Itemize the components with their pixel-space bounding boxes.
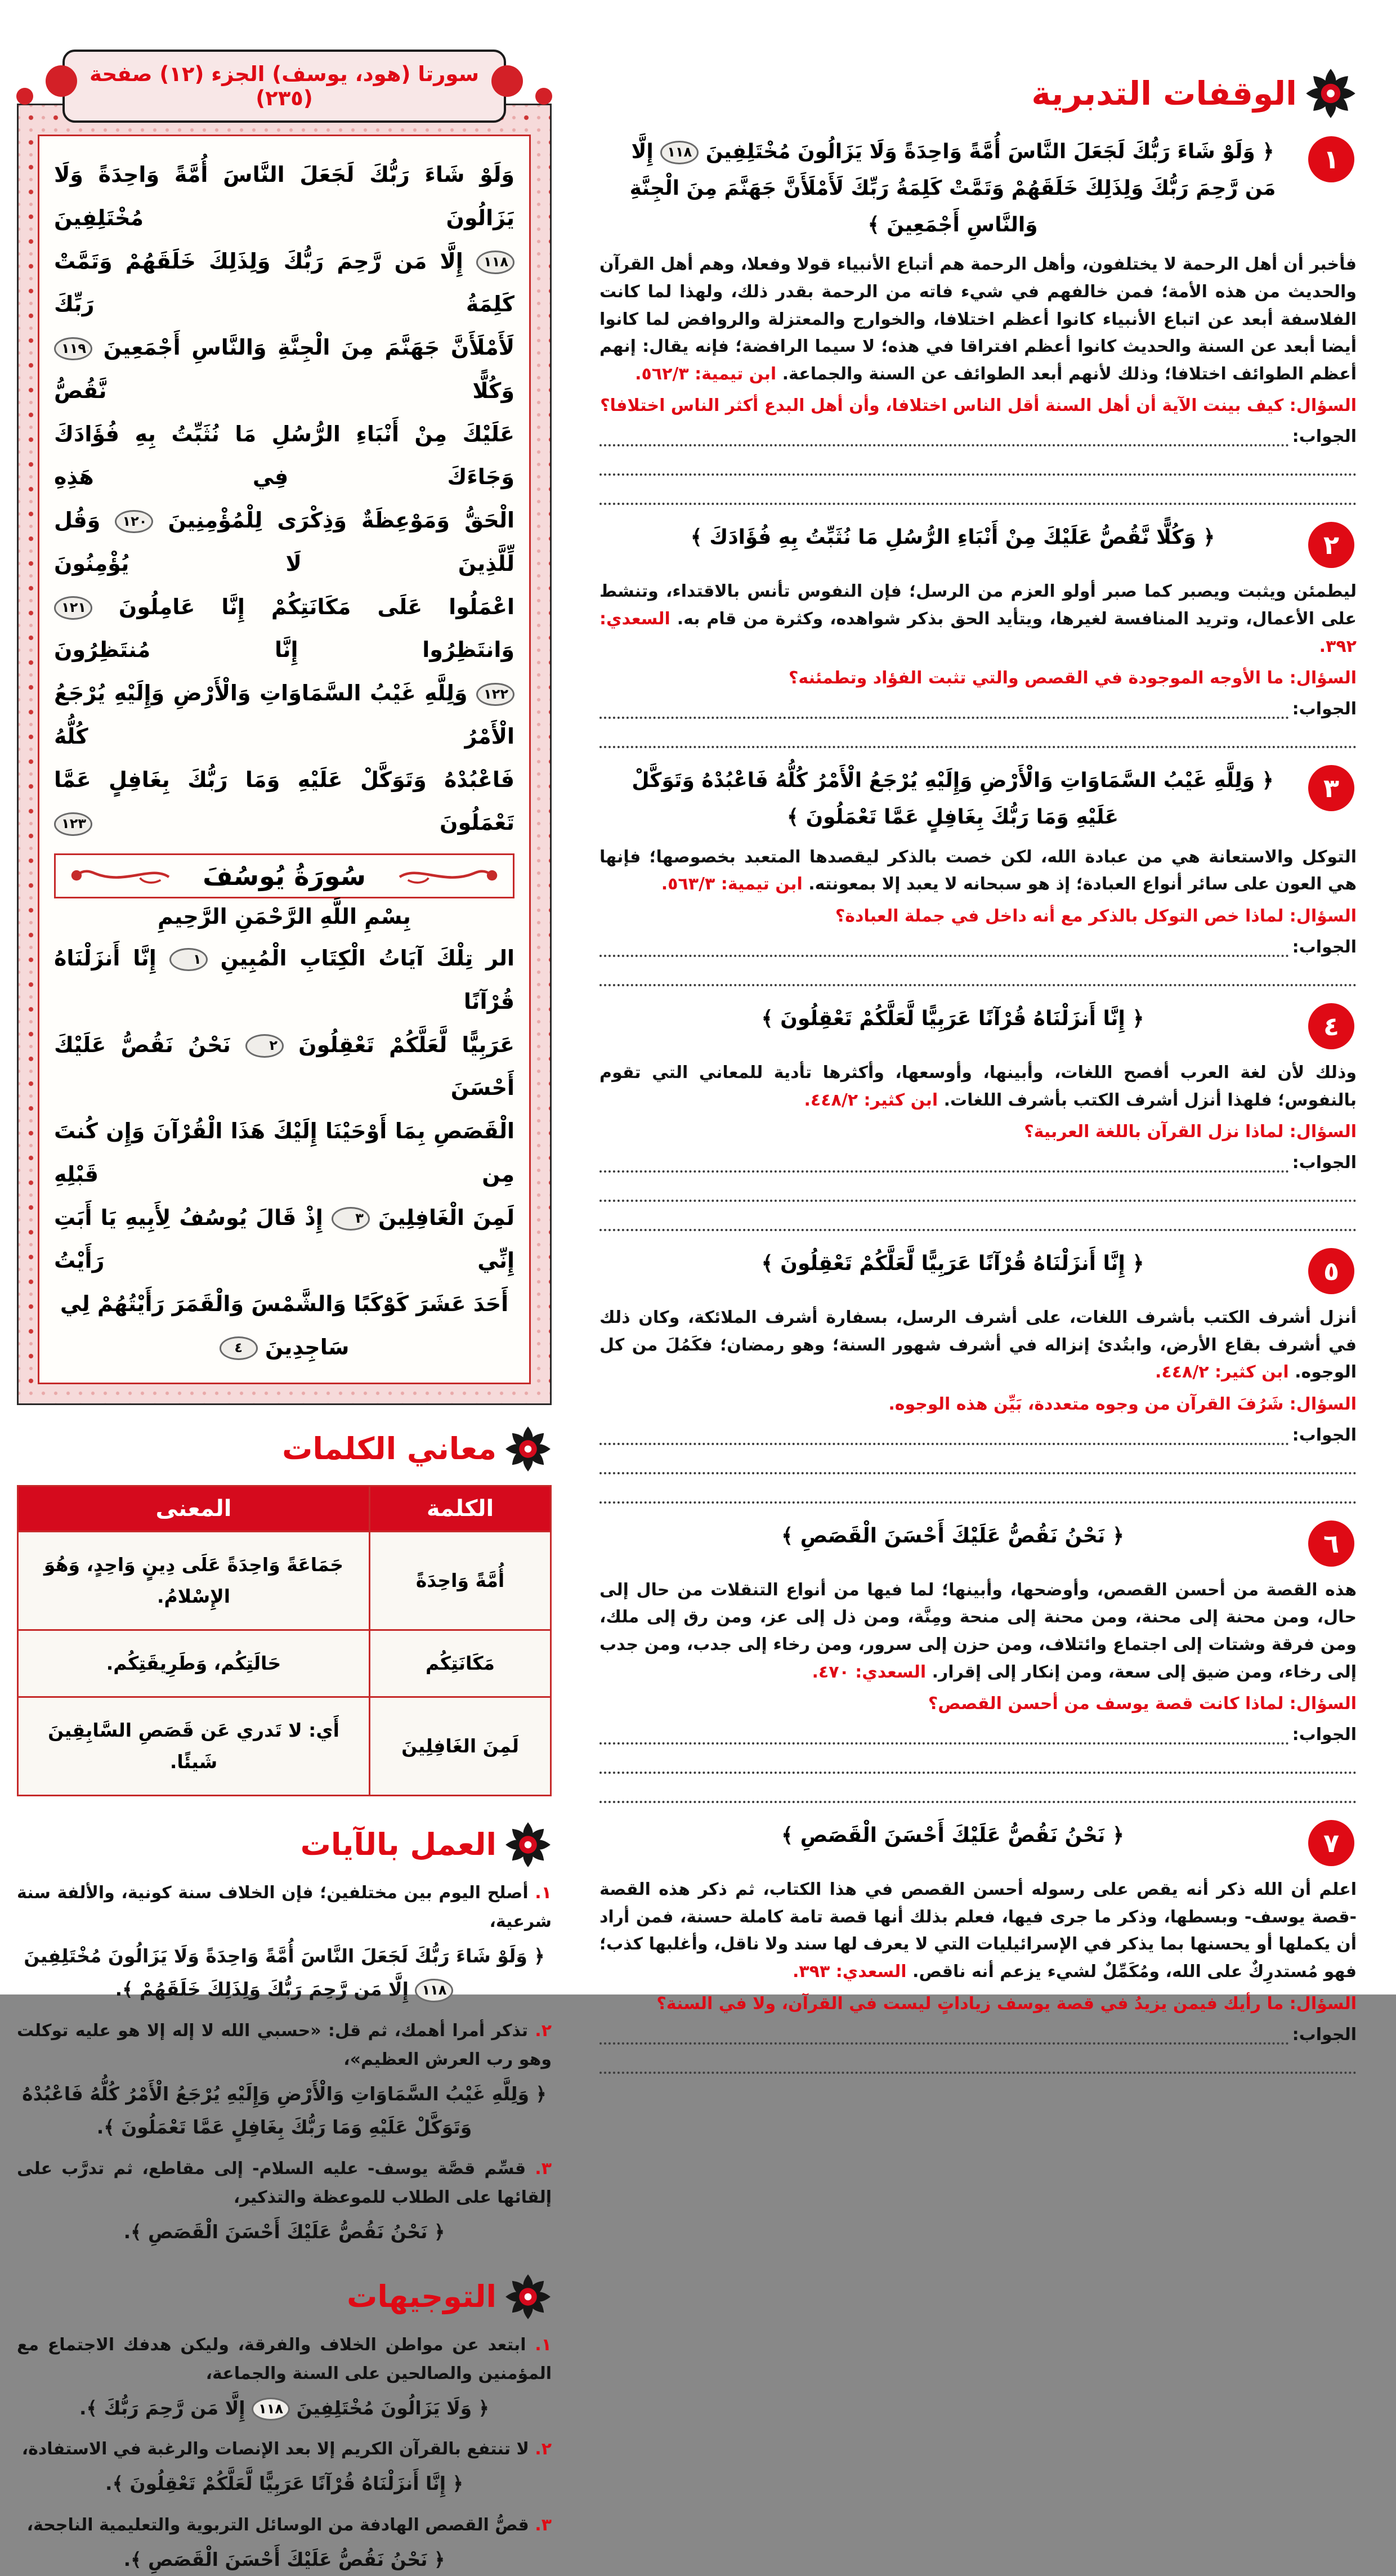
answer-label: الجواب: [1292, 699, 1357, 719]
answer-label: الجواب: [1292, 1153, 1357, 1173]
list-text: قصُّ القصص الهادفة من الوسائل التربوية والتعليمية الناجحة، [26, 2515, 529, 2535]
list-number: ١. [535, 2334, 552, 2355]
quran-verse: ﴿ وَلِلَّهِ غَيْبُ السَّمَاوَاتِ وَالْأَرْضِ وَإِلَيْهِ يُرْجَعُ الْأَمْرُ كُلُّهُ فَاعْبُدْهُ وَتَوَكَّلْ عَلَيْهِ وَمَا رَبُّكَ بِغَافِلٍ عَمَّا تَعْمَلُونَ ﴾. [22, 2082, 547, 2139]
verse-row [599, 520, 1357, 570]
answer-blank-line [599, 476, 1357, 505]
quran-line: اعْمَلُوا عَلَى مَكَانَتِكُمْ إِنَّا عَامِلُونَ ١٢١ وَانتَظِرُوا إِنَّا مُنتَظِرُونَ [54, 594, 514, 663]
answer-row [599, 2023, 1357, 2045]
ayah-number-badge: ١ [169, 948, 208, 972]
list-number: ٢. [535, 2020, 552, 2041]
verse-row [599, 763, 1357, 836]
item-number-badge: ٦ [1308, 1520, 1354, 1567]
answer-blank-line [599, 2045, 1357, 2074]
quran-verse: ﴿ نَحْنُ نَقُصُّ عَلَيْكَ أَحْسَنَ الْقَصَصِ ﴾. [123, 2548, 445, 2570]
mushaf-frame [17, 104, 552, 1405]
item-number-badge: ٥ [1308, 1248, 1354, 1294]
quran-line: وَلَوْ شَاءَ رَبُّكَ لَجَعَلَ النَّاسَ أُمَّةً وَاحِدَةً وَلَا يَزَالُونَ مُخْتَلِفِينَ [54, 162, 514, 230]
commentary [599, 844, 1357, 898]
commentary-text: فأخبر أن أهل الرحمة لا يختلفون، وأهل الرحمة هم أتباع الأنبياء قولا وفعلا، وهم أهل القرآن والحديث من هذه الأمة؛ فمن خالفهم في شيء فاته من الرحمة بقدر ذلك، ولهذا لما كانت الفلاسفة أبعد عن اتباع الأنبياء كانوا أعظم اختلافا، والخوارج والمعتزلة والروافض لما كانوا أيضا أبعد عن السنة والحديث كانوا أعظم افتراقا في هذه؛ لا سيما الرافضة؛ فإنه يقال: إنهم أعظم الطوائف اختلافا؛ وذلك لأنهم أبعد الطوائف عن السنة والجماعة. [599, 254, 1357, 384]
answer-row [599, 425, 1357, 446]
table-row [18, 1531, 551, 1630]
rosette-icon [1305, 68, 1357, 119]
answer-blank-line [599, 1745, 1357, 1774]
quran-line: لَمِنَ الْغَافِلِينَ ٣ إِذْ قَالَ يُوسُفُ لِأَبِيهِ يَا أَبَتِ إِنِّي رَأَيْتُ [54, 1205, 514, 1273]
banner-ornament-ball [46, 65, 77, 97]
answer-blank-line [599, 719, 1357, 748]
commentary [599, 251, 1357, 388]
word-meanings-section [17, 1425, 552, 1796]
source-citation: ابن تيمية: ٥٦٢/٣. [635, 364, 777, 384]
tadabbur-item-6 [599, 1518, 1357, 1803]
guidance-header [17, 2273, 552, 2320]
flourish-ornament-icon [396, 864, 503, 888]
question: السؤال: ما رأيك فيمن يزيدُ في قصة يوسف زياداتٍ ليست في القرآن، ولا في السنة؟ [656, 1993, 1357, 2014]
quran-line: الْحَقُّ وَمَوْعِظَةٌ وَذِكْرَى لِلْمُؤْمِنِينَ ١٢٠ وَقُل لِّلَّذِينَ لَا يُؤْمِنُونَ [54, 508, 514, 576]
answer-row [599, 936, 1357, 957]
section-title: معاني الكلمات [282, 1431, 496, 1466]
list-number: ٣. [535, 2515, 552, 2535]
answer-blank-line [599, 1202, 1357, 1231]
quran-verse: ﴿ نَحْنُ نَقُصُّ عَلَيْكَ أَحْسَنَ الْقَصَصِ ﴾ [781, 1524, 1124, 1548]
verse-row [599, 1518, 1357, 1569]
ayah-number-badge: ١٢٠ [115, 510, 153, 534]
list-text: تذكر أمرا أهمك، ثم قل: «حسبي الله لا إله إلا هو عليه توكلت وهو رب العرش العظيم»، [17, 2020, 552, 2069]
quran-verse: ﴿ وَلَوْ شَاءَ رَبُّكَ لَجَعَلَ النَّاسَ أُمَّةً وَاحِدَةً وَلَا يَزَالُونَ مُخْتَلِفِينَ ١١٨ إِلَّا مَن رَّحِمَ رَبُّكَ وَلِذَلِكَ خَلَقَهُمْ ﴾. [17, 1939, 552, 2006]
commentary-text: وذلك لأن لغة العرب أفصح اللغات، وأبينها، وأوسعها، وأكثرها تأدية للمعاني التي تقوم بالنفوس؛ فلهذا أنزل أشرف الكتب بأشرف اللغات. [599, 1062, 1357, 1110]
mushaf-banner [62, 50, 506, 123]
verse-row [599, 1818, 1357, 1868]
banner-ornament-ball [491, 65, 523, 97]
source-citation: ابن تيمية: ٥٦٣/٣. [661, 874, 803, 895]
item-number-badge: ١ [1308, 136, 1354, 182]
question: السؤال: كيف بينت الآية أن أهل السنة أقل الناس اختلافا، وأن أهل البدع أكثر الناس اختلافا؟ [600, 396, 1357, 416]
flourish-ornament-icon [66, 864, 173, 888]
ayah-number-badge: ٣ [332, 1207, 370, 1231]
action-header [17, 1821, 552, 1868]
word-cell: أُمَّةً وَاحِدَةً [370, 1531, 551, 1630]
tadabbur-section [599, 68, 1357, 2074]
list-text: قسِّم قصَّة يوسف- عليه السلام- إلى مقاطع، ثم تدرَّب على إلقائها على الطلاب للموعظة والتذكير، [17, 2158, 552, 2207]
ayah-number-badge: ١١٨ [415, 1979, 453, 2002]
answer-label: الجواب: [1292, 2024, 1357, 2045]
mushaf-banner-text: سورتا (هود، يوسف) الجزء (١٢) صفحة (٢٣٥) [90, 62, 479, 110]
action-section [17, 1821, 552, 2248]
ayah-number-badge: ٤ [220, 1336, 258, 1360]
ayah-number-badge: ١٢٢ [476, 683, 514, 706]
quran-line: فَاعْبُدْهُ وَتَوَكَّلْ عَلَيْهِ وَمَا رَبُّكَ بِغَافِلٍ عَمَّا تَعْمَلُونَ ١٢٣ [54, 767, 514, 835]
tadabbur-item-7 [599, 1818, 1357, 2073]
item-number-badge: ٢ [1308, 522, 1354, 568]
answer-blank-line [599, 1424, 1289, 1445]
surah-header [54, 853, 514, 898]
column-header-meaning: المعنى [18, 1486, 370, 1531]
answer-blank-line [599, 1445, 1357, 1474]
commentary [599, 578, 1357, 660]
verse-row [599, 1246, 1357, 1296]
list-number: ٣. [535, 2158, 552, 2179]
rosette-icon [504, 2273, 552, 2320]
column-header-word: الكلمة [370, 1486, 551, 1531]
commentary-text: ليطمئن ويثبت ويصبر كما صبر أولو العزم من الرسل؛ فإن النفوس تأنس بالاقتداء، وتنشط على الأعمال، وتريد المنافسة لغيرها، ويتأيد الحق بذكر شواهده، وكثرة من قام به. [599, 582, 1357, 629]
verse-row [599, 134, 1357, 243]
word-meanings-table [17, 1485, 552, 1796]
rosette-icon [504, 1425, 552, 1473]
question: السؤال: لماذا خص التوكل بالذكر مع أنه داخل في جملة العبادة؟ [835, 906, 1357, 926]
source-citation: ابن كثير: ٤٤٨/٢. [1155, 1362, 1289, 1383]
tadabbur-item-1 [599, 134, 1357, 505]
ayah-number-badge: ١١٨ [252, 2398, 290, 2421]
list-text: لا تنتفع بالقرآن الكريم إلا بعد الإنصات والرغبة في الاستفادة، [21, 2439, 529, 2459]
answer-blank-line [599, 446, 1357, 476]
surah-name: سُورَةُ يُوسُفَ [203, 861, 366, 891]
tadabbur-item-3 [599, 763, 1357, 986]
answer-blank-line [599, 425, 1289, 446]
source-citation: السعدي: ٤٧٠. [812, 1662, 927, 1682]
quran-line: الْقَصَصِ بِمَا أَوْحَيْنَا إِلَيْكَ هَذَا الْقُرْآنَ وَإِن كُنتَ مِن قَبْلِهِ [54, 1119, 514, 1187]
commentary-text: هذه القصة من أحسن القصص، وأوضحها، وأبينها؛ لما فيها من أنواع التنقلات من حال إلى حال، ومن محنة إلى محنة، ومن محنة إلى منحة ومِنَّة، ومن ذل إلى عز، ومن رق إلى ملك، ومن فرقة وشتات إلى اجتماع وائتلاف، ومن حزن إلى سرور، ومن رخاء إلى جدب، ومن جدب إلى رخاء، ومن ضيق إلى سعة، ومن إنكار إلى إقرار. [599, 1580, 1357, 1682]
quran-verse: ﴿ إِنَّا أَنزَلْنَاهُ قُرْآنًا عَرَبِيًّا لَّعَلَّكُمْ تَعْقِلُونَ ﴾ [761, 1252, 1144, 1276]
question: السؤال: شَرُفَ القرآن من وجوه متعددة، بَيِّن هذه الوجوه. [888, 1394, 1357, 1414]
verse-row [599, 1001, 1357, 1052]
left-column [17, 50, 552, 2576]
section-title: العمل بالآيات [300, 1827, 496, 1863]
guidance-item-1 [17, 2331, 552, 2425]
quran-verse: ﴿ إِنَّا أَنزَلْنَاهُ قُرْآنًا عَرَبِيًّا لَّعَلَّكُمْ تَعْقِلُونَ ﴾. [105, 2472, 463, 2495]
commentary [599, 1876, 1357, 1985]
answer-blank-line [599, 957, 1357, 986]
section-title: الوقفات التدبرية [1031, 74, 1297, 113]
quran-line: عَرَبِيًّا لَّعَلَّكُمْ تَعْقِلُونَ ٢ نَحْنُ نَقُصُّ عَلَيْكَ أَحْسَنَ [54, 1032, 514, 1101]
list-number: ١. [535, 1882, 552, 1903]
question: السؤال: لماذا كانت قصة يوسف من أحسن القصص؟ [928, 1694, 1357, 1714]
answer-label: الجواب: [1292, 1425, 1357, 1445]
banner-ornament-ball [16, 88, 33, 105]
answer-blank-line [599, 2023, 1289, 2045]
ayah-number-badge: ٢ [245, 1034, 284, 1058]
ayah-number-badge: ١١٨ [476, 251, 514, 274]
rosette-icon [504, 1821, 552, 1868]
tadabbur-item-4 [599, 1001, 1357, 1231]
action-item-3 [17, 2154, 552, 2248]
commentary [599, 1059, 1357, 1114]
ayah-number-badge: ١٢٣ [54, 812, 92, 836]
banner-ornament-ball [535, 88, 552, 105]
table-row [18, 1697, 551, 1795]
mushaf-text-area [38, 135, 531, 1384]
quran-verse: ﴿ نَحْنُ نَقُصُّ عَلَيْكَ أَحْسَنَ الْقَصَصِ ﴾. [123, 2220, 445, 2243]
question: السؤال: لماذا نزل القرآن باللغة العربية؟ [1024, 1122, 1357, 1142]
list-text: أصلح اليوم بين مختلفين؛ فإن الخلاف سنة كونية، والألفة سنة شرعية، [17, 1882, 552, 1931]
word-meanings-header [17, 1425, 552, 1473]
question: السؤال: ما الأوجه الموجودة في القصص والتي تثبت الفؤاد وتطمئنه؟ [788, 668, 1357, 688]
word-cell: مَكَانَتِكُم [370, 1630, 551, 1697]
item-number-badge: ٤ [1308, 1003, 1354, 1049]
commentary-text: اعلم أن الله ذكر أنه يقص على رسوله أحسن القصص في هذا الكتاب، ثم ذكر هذه القصة -قصة يوسف- وبسطها، وذكر ما جرى فيها، فعلم بذلك أنها قصة تامة كاملة حسنة، فمن أراد أن يكملها أو يحسنها بما يذكر في الإسرائيليات التي لا يعرف لها سند ولا ناقل، وأغلبها كذب؛ فهو مُستدرِكٌ على الله، ومُكَمِّلٌ لشيء يزعم أنه ناقص. [599, 1880, 1357, 1982]
quran-verse: ﴿ وَلَا يَزَالُونَ مُخْتَلِفِينَ ١١٨ إِلَّا مَن رَّحِمَ رَبُّكَ ﴾. [17, 2391, 552, 2425]
quran-verse: ﴿ وَلَوْ شَاءَ رَبُّكَ لَجَعَلَ النَّاسَ أُمَّةً وَاحِدَةً وَلَا يَزَالُونَ مُخْتَلِفِينَ ١١٨ إِلَّا مَن رَّحِمَ رَبُّكَ وَلِذَلِكَ خَلَقَهُمْ وَتَمَّتْ كَلِمَةُ رَبِّكَ لَأَمْلَأَنَّ جَهَنَّمَ مِنَ الْجِنَّةِ وَالنَّاسِ أَجْمَعِينَ ﴾ [629, 140, 1276, 236]
commentary [599, 1577, 1357, 1686]
section-title: التوجيهات [347, 2279, 496, 2315]
tadabbur-header [599, 68, 1357, 119]
quran-verse: ﴿ إِنَّا أَنزَلْنَاهُ قُرْآنًا عَرَبِيًّا لَّعَلَّكُمْ تَعْقِلُونَ ﴾ [761, 1007, 1144, 1030]
quran-line: عَلَيْكَ مِنْ أَنْبَاءِ الرُّسُلِ مَا نُثَبِّتُ بِهِ فُؤَادَكَ وَجَاءَكَ فِي هَذِهِ [54, 421, 514, 490]
word-cell: لَمِنَ الغَافِلِينَ [370, 1697, 551, 1795]
quran-verse: ﴿ نَحْنُ نَقُصُّ عَلَيْكَ أَحْسَنَ الْقَصَصِ ﴾ [781, 1824, 1124, 1848]
answer-row [599, 1424, 1357, 1445]
quran-verse: ﴿ وَكُلًّا نَّقُصُّ عَلَيْكَ مِنْ أَنْبَاءِ الرُّسُلِ مَا نُثَبِّتُ بِهِ فُؤَادَكَ ﴾ [690, 526, 1215, 549]
basmala: بِسْمِ اللَّهِ الرَّحْمَنِ الرَّحِيمِ [158, 904, 411, 929]
tadabbur-item-5 [599, 1246, 1357, 1504]
quran-verse: ﴿ وَلِلَّهِ غَيْبُ السَّمَاوَاتِ وَالْأَرْضِ وَإِلَيْهِ يُرْجَعُ الْأَمْرُ كُلُّهُ فَاعْبُدْهُ وَتَوَكَّلْ عَلَيْهِ وَمَا رَبُّكَ بِغَافِلٍ عَمَّا تَعْمَلُونَ ﴾ [632, 769, 1274, 829]
meaning-cell: حَالَتِكُم، وَطَرِيقَتِكُم. [18, 1630, 370, 1697]
answer-blank-line [599, 697, 1289, 719]
item-number-badge: ٧ [1308, 1820, 1354, 1866]
ayah-number-badge: ١١٨ [660, 141, 699, 164]
list-number: ٢. [535, 2439, 552, 2459]
tadabbur-item-2 [599, 520, 1357, 748]
quran-line: ١١٨ إِلَّا مَن رَّحِمَ رَبُّكَ وَلِذَلِكَ خَلَقَهُمْ وَتَمَّتْ كَلِمَةُ رَبِّكَ [54, 248, 514, 317]
answer-blank-line [599, 1774, 1357, 1803]
answer-label: الجواب: [1292, 937, 1357, 957]
answer-blank-line [599, 936, 1289, 957]
answer-row [599, 697, 1357, 719]
answer-blank-line [599, 1173, 1357, 1202]
quran-line: ١٢٢ وَلِلَّهِ غَيْبُ السَّمَاوَاتِ وَالْأَرْضِ وَإِلَيْهِ يُرْجَعُ الْأَمْرُ كُلُّهُ [54, 681, 514, 749]
answer-blank-line [599, 1474, 1357, 1504]
list-text: ابتعد عن مواطن الخلاف والفرقة، وليكن هدفك الاجتماع مع المؤمنين والصالحين على السنة والجماعة، [17, 2334, 552, 2383]
mushaf-page [17, 50, 552, 1405]
quran-line: لَأَمْلَأَنَّ جَهَنَّمَ مِنَ الْجِنَّةِ وَالنَّاسِ أَجْمَعِينَ ١١٩ وَكُلًّا نَّقُصُّ [54, 335, 514, 403]
action-item-1 [17, 1879, 552, 2006]
answer-label: الجواب: [1292, 427, 1357, 447]
source-citation: السعدي: ٣٩٢. [599, 609, 1357, 656]
commentary-text: أنزل أشرف الكتب بأشرف اللغات، على أشرف الرسل، بسفارة أشرف الملائكة، وكان ذلك في أشرف بقاع الأرض، وابتُدئ إنزاله في أشرف شهور السنة؛ وهو رمضان؛ فكَمُلَ من كل الوجوه. [599, 1308, 1357, 1383]
ayah-number-badge: ١٢١ [54, 596, 92, 620]
action-item-2 [17, 2016, 552, 2144]
ayah-number-badge: ١١٩ [54, 337, 92, 361]
answer-row [599, 1723, 1357, 1745]
answer-row [599, 1151, 1357, 1173]
meaning-cell: جَمَاعَةً وَاحِدَةً عَلَى دِينٍ وَاحِدٍ، وَهُوَ الإِسْلامُ. [18, 1531, 370, 1630]
answer-blank-line [599, 1723, 1289, 1745]
table-row [18, 1630, 551, 1697]
quran-line: أَحَدَ عَشَرَ كَوْكَبًا وَالشَّمْسَ وَالْقَمَرَ رَأَيْتُهُمْ لِي سَاجِدِينَ ٤ [60, 1291, 509, 1359]
commentary [599, 1304, 1357, 1387]
guidance-item-3 [17, 2511, 552, 2576]
source-citation: السعدي: ٣٩٣. [792, 1962, 907, 1982]
source-citation: ابن كثير: ٤٤٨/٢. [804, 1090, 938, 1110]
answer-label: الجواب: [1292, 1725, 1357, 1745]
item-number-badge: ٣ [1308, 765, 1354, 811]
guidance-item-2 [17, 2435, 552, 2500]
answer-blank-line [599, 1151, 1289, 1173]
quran-line: الر تِلْكَ آيَاتُ الْكِتَابِ الْمُبِينِ ١ إِنَّا أَنزَلْنَاهُ قُرْآنًا [54, 946, 515, 1014]
commentary-text: التوكل والاستعانة هي من عبادة الله، لكن خصت بالذكر ليقصدها المتعبد بخصوصها؛ فإنها هي العون على سائر أنواع العبادة؛ إذ هو سبحانه لا يعبد إلا بمعونته. [599, 847, 1357, 895]
meaning-cell: أَي: لا تَدري عَن قَصَصِ السَّابِقِينَ شَيئًا. [18, 1697, 370, 1795]
guidance-section [17, 2273, 552, 2576]
